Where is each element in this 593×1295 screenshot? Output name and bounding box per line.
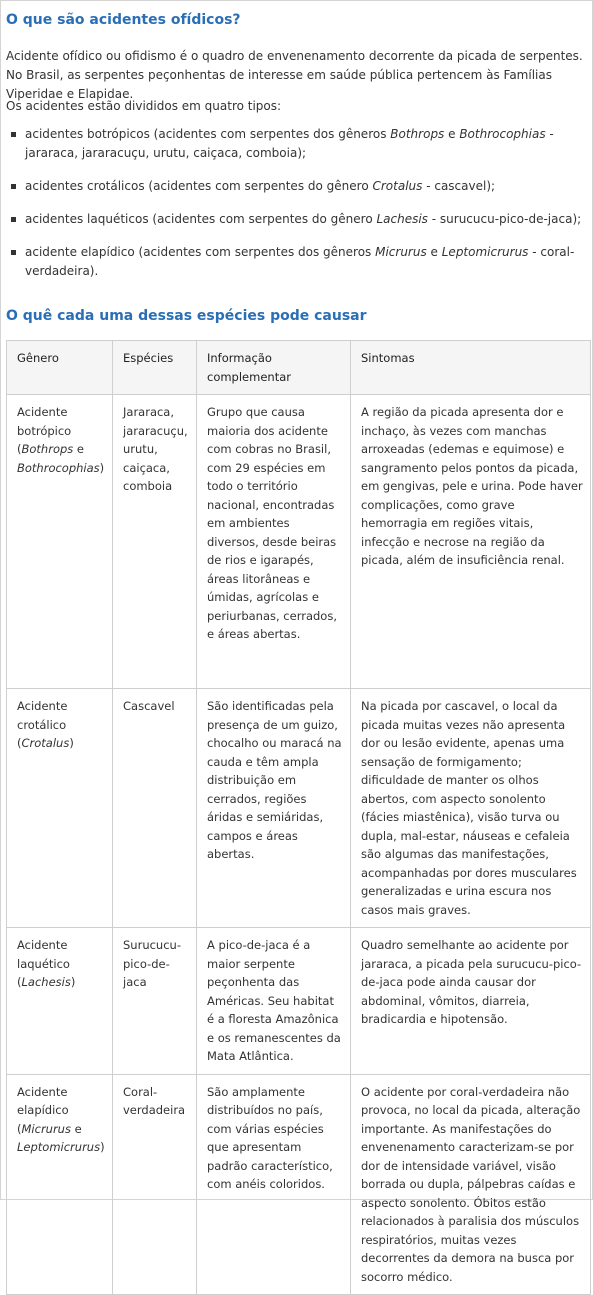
snakebite-table <box>6 340 591 1295</box>
symptoms-cell: Na picada por cascavel, o local da picada muitas vezes não apresenta dor ou lesão evidente, apenas uma sensação de formigamento; dificuldade de manter os olhos abertos, com aspecto sonolento (fácies miastênica), visão turva ou dupla, mal-estar, náuseas e cefaleia são algumas das manifestações, acompanhadas por dores musculares generalizadas e urina escura nos casos mais graves. <box>351 689 591 928</box>
genus-cell: Acidente laquético (Lachesis) <box>7 928 113 1075</box>
species-cell: Jararaca, jararacuçu, urutu, caiçaca, comboia <box>113 395 197 689</box>
genus-cell: Acidente crotálico (Crotalus) <box>7 689 113 928</box>
info-cell: Grupo que causa maioria dos acidente com cobras no Brasil, com 29 espécies em todo o território nacional, encontradas em ambientes diversos, desde beiras de rios e igarapés, áreas litorâneas e úmidas, agrícolas e periurbanas, cerrados, e áreas abertas. <box>197 395 351 689</box>
division-paragraph: Os acidentes estão divididos em quatro tipos: <box>6 99 282 113</box>
list-item: acidentes crotálicos (acidentes com serpentes do gênero Crotalus - cascavel); <box>1 177 585 196</box>
list-item: acidentes botrópicos (acidentes com serpentes dos gêneros Bothrops e Bothrocophias - jararaca, jararacuçu, urutu, caiçaca, comboia); <box>1 125 585 163</box>
info-cell: São amplamente distribuídos no país, com várias espécies que apresentam padrão característico, com anéis coloridos. <box>197 1074 351 1295</box>
square-bullet-icon <box>11 184 16 189</box>
table-row <box>7 928 591 1075</box>
section-title-what-are: O que são acidentes ofídicos? <box>6 12 241 28</box>
species-cell: Surucucu-pico-de-jaca <box>113 928 197 1075</box>
info-cell: A pico-de-jaca é a maior serpente peçonhenta das Américas. Seu habitat é a floresta Amazônica e os remanescentes da Mata Atlântica. <box>197 928 351 1075</box>
species-cell: Cascavel <box>113 689 197 928</box>
symptoms-cell: A região da picada apresenta dor e inchaço, às vezes com manchas arroxeadas (edemas e equimose) e sangramento pelos pontos da picada, em gengivas, pele e urina. Pode haver complicações, como grave hemorragia em regiões vitais, infecção e necrose na região da picada, além de insuficiência renal. <box>351 395 591 689</box>
column-header-genus: Gênero <box>7 341 113 395</box>
column-header-symptoms: Sintomas <box>351 341 591 395</box>
column-header-species: Espécies <box>113 341 197 395</box>
section-title-what-each-causes: O quê cada uma dessas espécies pode causar <box>6 308 367 324</box>
genus-cell: Acidente elapídico (Micrurus e Leptomicrurus) <box>7 1074 113 1295</box>
intro-paragraph: Acidente ofídico ou ofidismo é o quadro de envenenamento decorrente da picada de serpentes. No Brasil, as serpentes peçonhentas de interesse em saúde pública pertencem às Famílias Viperidae e Elapidae. <box>6 49 583 101</box>
table-row <box>7 689 591 928</box>
column-header-info: Informação complementar <box>197 341 351 395</box>
symptoms-cell: Quadro semelhante ao acidente por jararaca, a picada pela surucucu-pico-de-jaca pode ainda causar dor abdominal, vômitos, diarreia, bradicardia e hipotensão. <box>351 928 591 1075</box>
accident-types-list <box>1 125 591 295</box>
list-item: acidentes laquéticos (acidentes com serpentes do gênero Lachesis - surucucu-pico-de-jaca); <box>1 210 585 229</box>
table-header-row <box>7 341 591 395</box>
square-bullet-icon <box>11 250 16 255</box>
symptoms-cell: O acidente por coral-verdadeira não provoca, no local da picada, alteração importante. As manifestações do envenenamento caracterizam-se por dor de intensidade variável, visão borrada ou dupla, pálpebras caídas e aspecto sonolento. Óbitos estão relacionados à paralisia dos músculos respiratórios, muitas vezes decorrentes da demora na busca por socorro médico. <box>351 1074 591 1295</box>
square-bullet-icon <box>11 132 16 137</box>
info-cell: São identificadas pela presença de um guizo, chocalho ou maracá na cauda e têm ampla distribuição em cerrados, regiões áridas e semiáridas, campos e áreas abertas. <box>197 689 351 928</box>
table-row <box>7 1074 591 1295</box>
square-bullet-icon <box>11 217 16 222</box>
list-item: acidente elapídico (acidentes com serpentes dos gêneros Micrurus e Leptomicrurus - coral-verdadeira). <box>1 243 585 281</box>
table-row <box>7 395 591 689</box>
species-cell: Coral-verdadeira <box>113 1074 197 1295</box>
genus-cell: Acidente botrópico (Bothrops e Bothrocophias) <box>7 395 113 689</box>
